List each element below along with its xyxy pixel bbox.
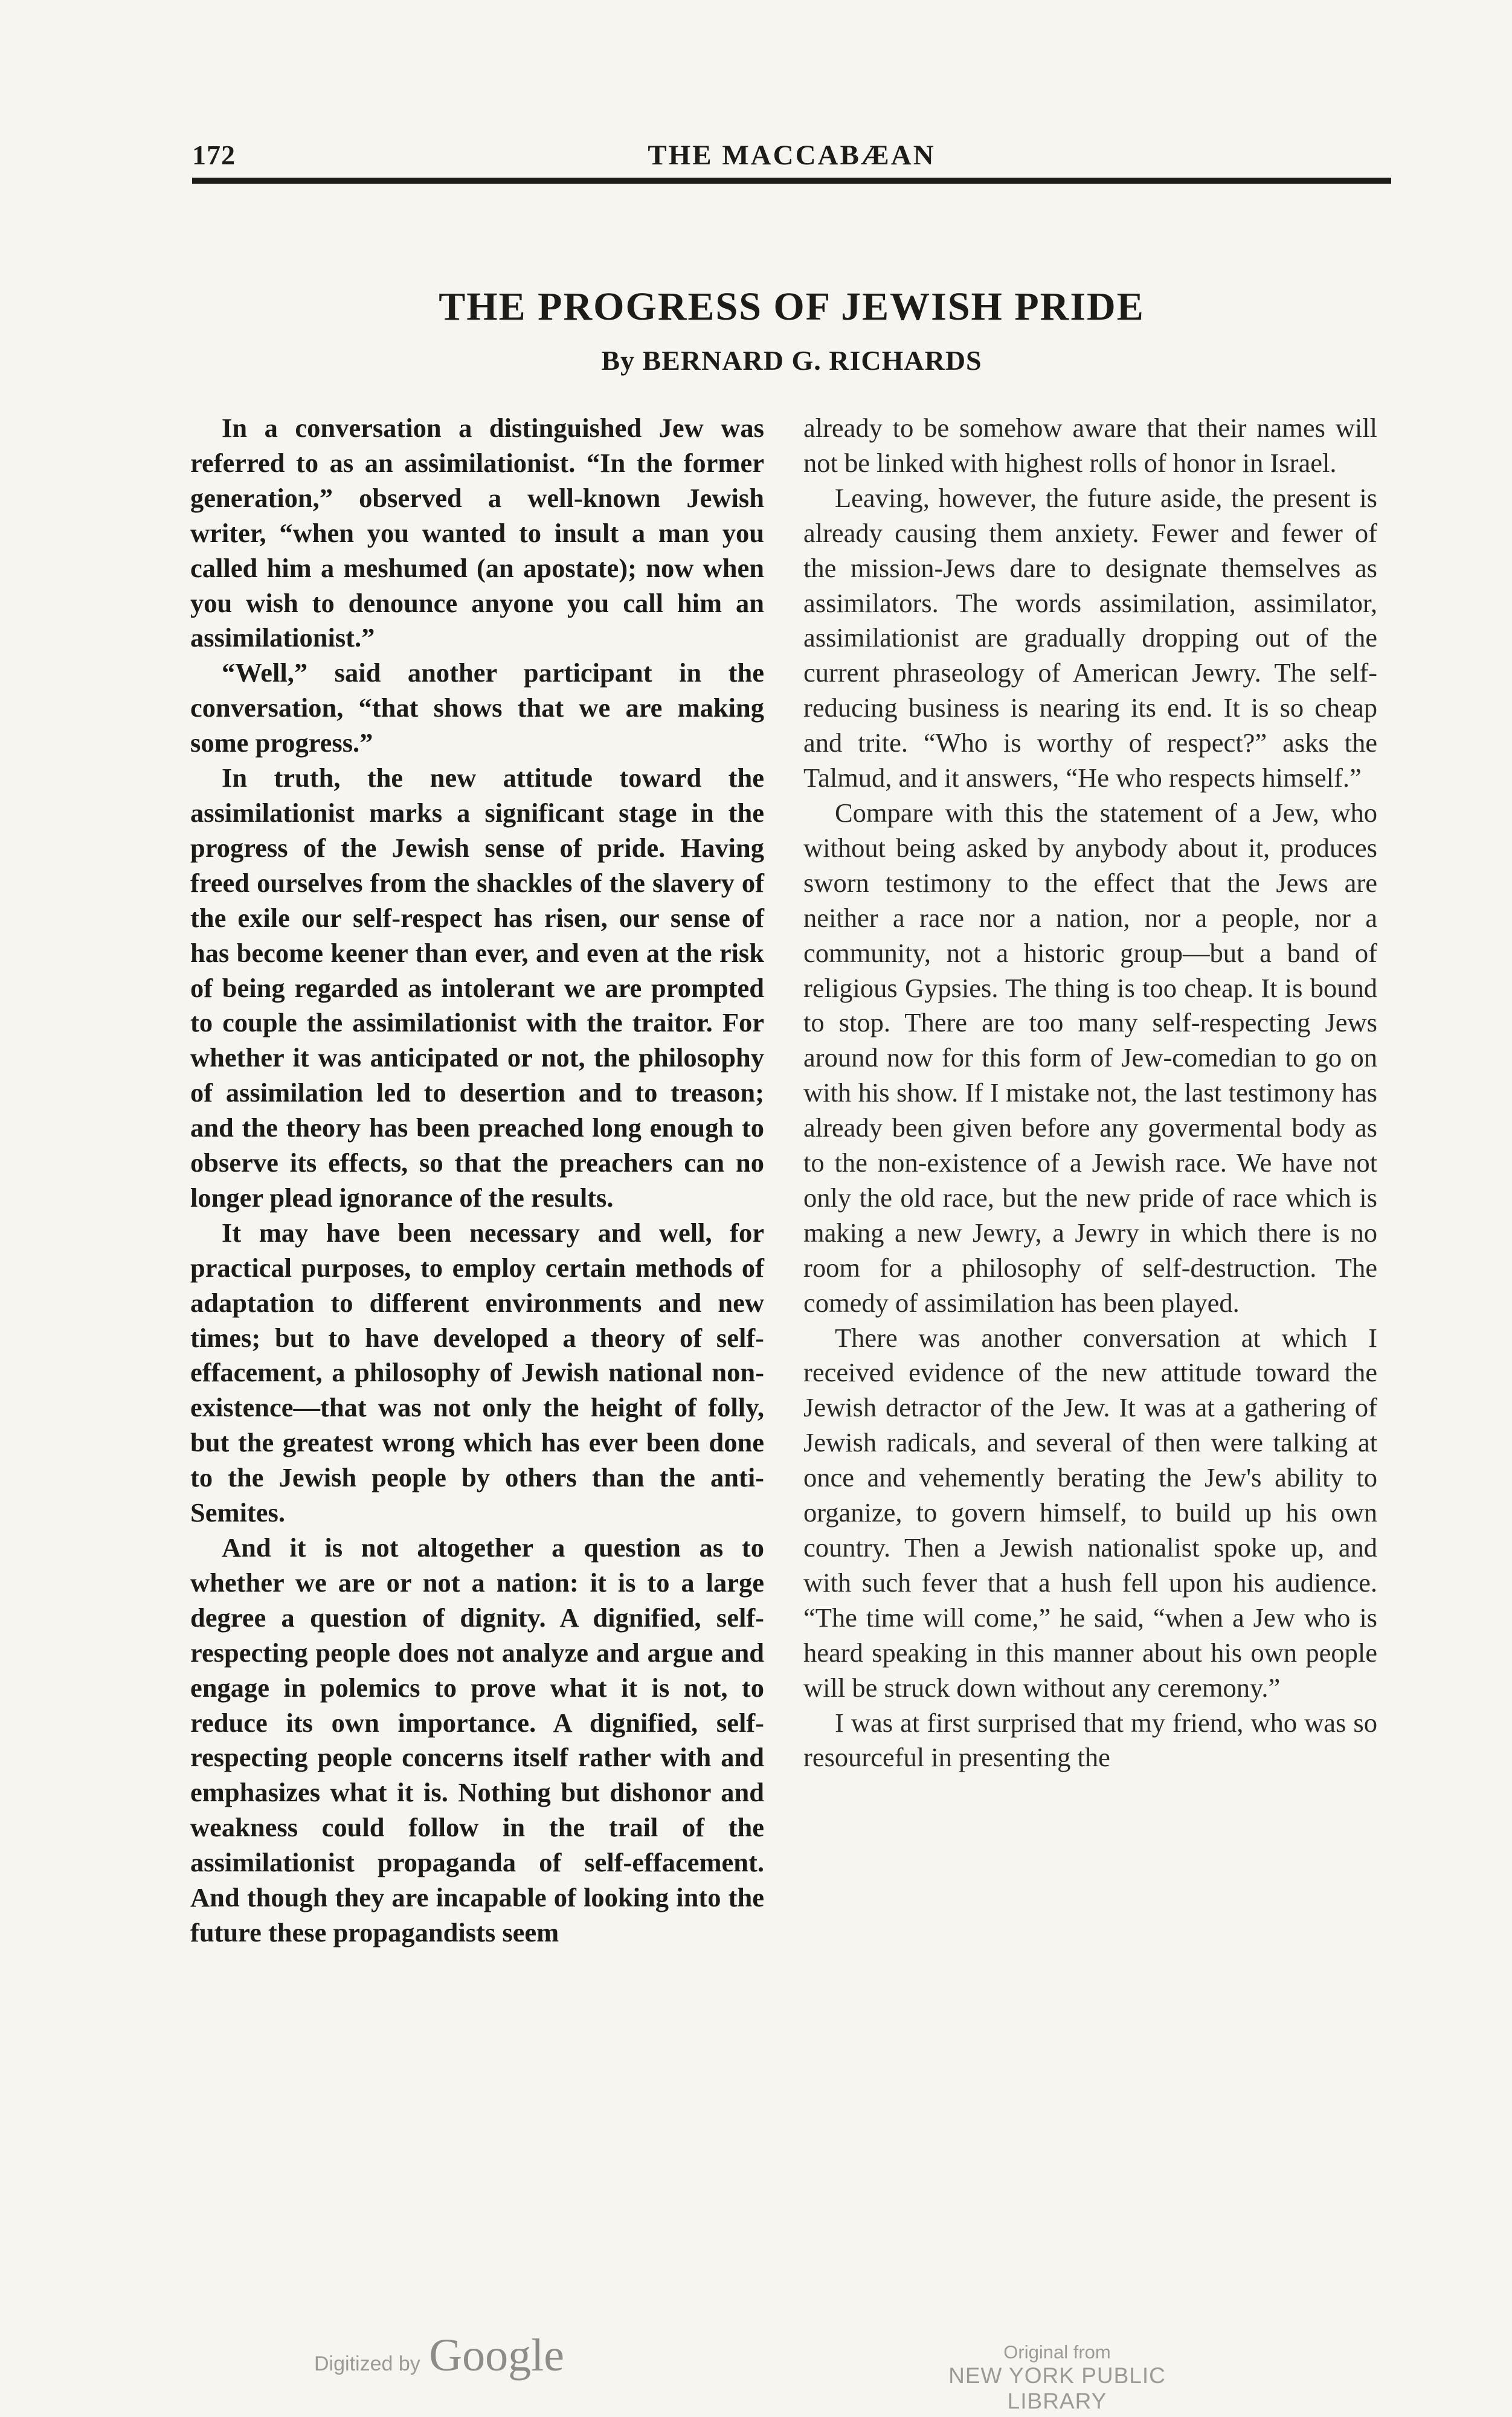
paragraph: I was at first surprised that my friend, who was so resourceful in presenting the bbox=[803, 1707, 1377, 1773]
library-name: NEW YORK PUBLIC LIBRARY bbox=[948, 2363, 1166, 2413]
right-column bbox=[803, 411, 1377, 1775]
page-number: 172 bbox=[192, 140, 236, 170]
source-attribution bbox=[906, 2341, 1208, 2414]
header-rule bbox=[192, 178, 1391, 184]
paragraph: already to be somehow aware that their names will not be linked with highest rolls of honor in Israel. bbox=[803, 413, 1377, 478]
running-head bbox=[192, 134, 1391, 176]
paragraph: Leaving, however, the future aside, the present is already causing them anxiety. Fewer and fewer of the mission-Jews dare to designate themselves as assimilators. The words assimilation, assimilator, assimilationist are gradually dropping out of the current phraseology of American Jewry. The self-reducing business is nearing its end. It is so cheap and trite. “Who is worthy of respect?” asks the Talmud, and it answers, “He who respects himself.” bbox=[803, 482, 1377, 793]
paragraph: “Well,” said another participant in the conversation, “that shows that we are making some progress.” bbox=[190, 657, 764, 758]
left-column bbox=[190, 411, 764, 1951]
paragraph: It may have been necessary and well, for practical purposes, to employ certain methods of adaptation to different environments and new times; but to have developed a theory of self-effacement, a philosophy of Jewish national non-existence—that was not only the height of folly, but the greatest wrong which has ever been done to the Jewish people by others than the anti-Semites. bbox=[190, 1217, 764, 1528]
paragraph: There was another conversation at which I received evidence of the new attitude toward the Jewish detractor of the Jew. It was at a gathering of Jewish radicals, and several of then were talking at once and vehemently berating the Jew's ability to organize, to govern himself, to build up his own country. Then a Jewish nationalist spoke up, and with such fever that a hush fell upon his audience. “The time will come,” he said, “when a Jew who is heard speaking in this manner about his own people will be struck down without any ceremony.” bbox=[803, 1322, 1377, 1703]
paragraph: In a conversation a distinguished Jew was referred to as an assimilationist. “In the former generation,” observed a well-known Jewish writer, “when you wanted to insult a man you called him a meshumed (an apostate); now when you wish to denounce anyone you call him an assimilationist.” bbox=[190, 413, 764, 653]
article-title: THE PROGRESS OF JEWISH PRIDE bbox=[439, 285, 1145, 329]
paragraph: And it is not altogether a question as to whether we are or not a nation: it is to a large degree a question of dignity. A dignified, self-respecting people does not analyze and argue and engage in polemics to prove what it is not, to reduce its own importance. A dignified, self-respecting people concerns itself rather with and emphasizes what it is. Nothing but dishonor and weakness could follow in the trail of the assimilationist propaganda of self-effacement. And though they are incapable of looking into the future these propagandists seem bbox=[190, 1532, 764, 1947]
byline: By BERNARD G. RICHARDS bbox=[601, 345, 982, 376]
paragraph: Compare with this the statement of a Jew, who without being asked by anybody about it, produces sworn testimony to the effect that the Jews are neither a race nor a nation, nor a people, nor a community, not a historic group—but a band of religious Gypsies. The thing is too cheap. It is bound to stop. There are too many self-respecting Jews around now for this form of Jew-comedian to go on with his show. If I mistake not, the last testimony has already been given before any govermental body as to the non-existence of a Jewish race. We have not only the old race, but the new pride of race which is making a new Jewry, a Jewry in which there is no room for a philosophy of self-destruction. The comedy of assimilation has been played. bbox=[803, 797, 1377, 1318]
digitized-by-watermark bbox=[314, 2329, 564, 2382]
paragraph: In truth, the new attitude toward the assimilationist marks a significant stage in the progress of the Jewish sense of pride. Having freed ourselves from the shackles of the slavery of the exile our self-respect has risen, our sense of has become keener than ever, and even at the risk of being regarded as intolerant we are prompted to couple the assimilationist with the traitor. For whether it was anticipated or not, the philosophy of assimilation led to desertion and to treason; and the theory has been preached long enough to observe its effects, so that the preachers can no longer plead ignorance of the results. bbox=[190, 763, 764, 1213]
google-logo: Google bbox=[429, 2330, 564, 2381]
original-from-label: Original from bbox=[1003, 2341, 1111, 2363]
digitized-by-label: Digitized by bbox=[314, 2352, 420, 2375]
journal-title: THE MACCABÆAN bbox=[648, 140, 936, 171]
